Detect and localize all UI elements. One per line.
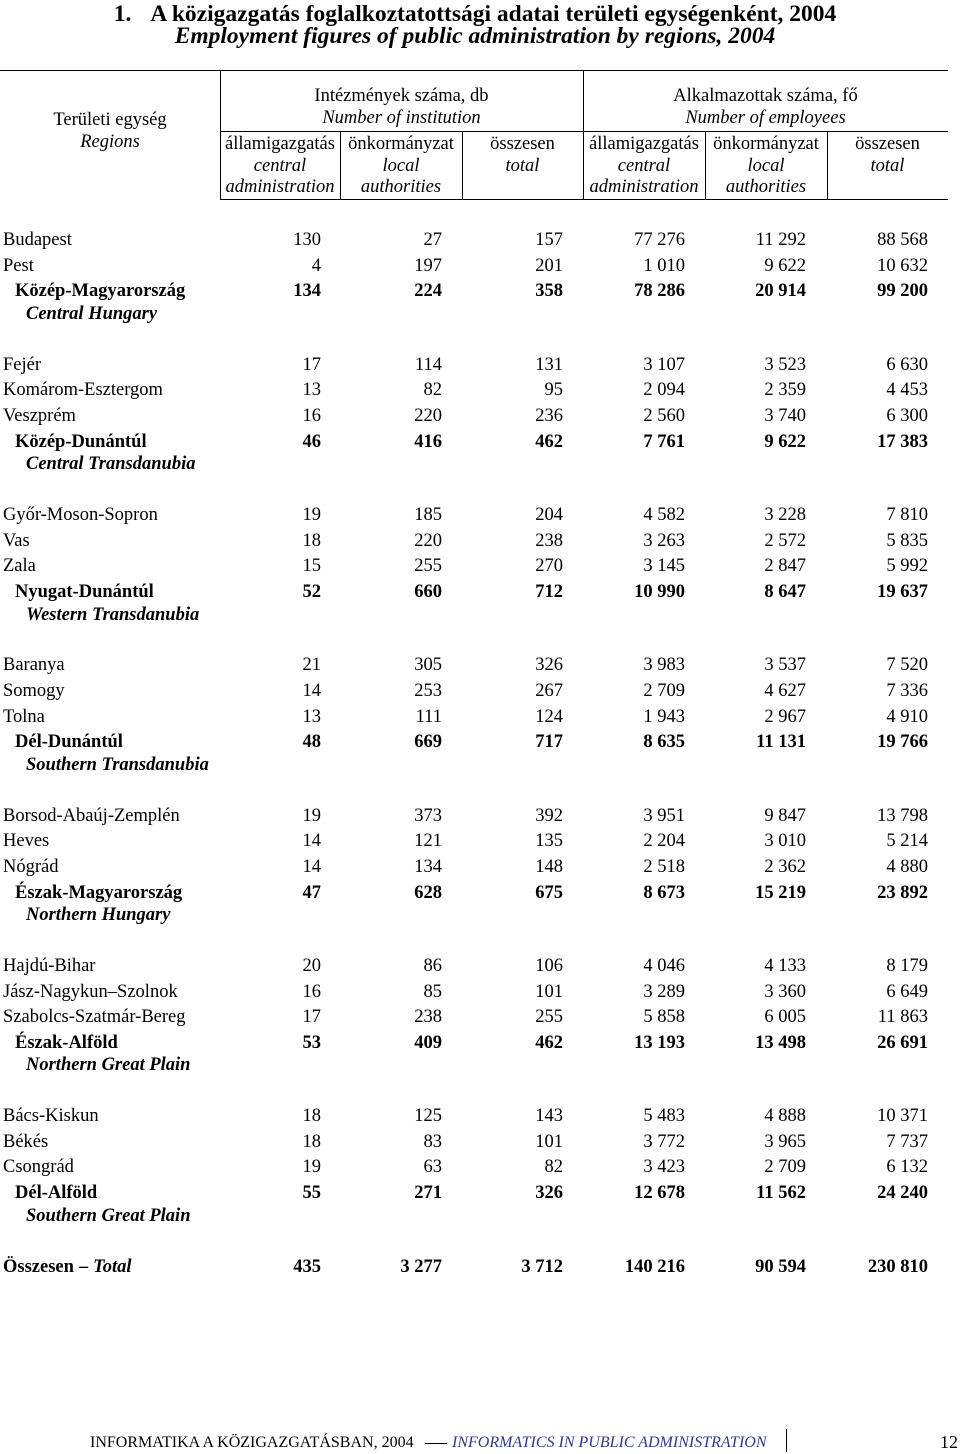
header-employees	[583, 86, 948, 129]
cell-institutions-total: 82	[544, 1157, 563, 1178]
cell-employees-central: 8 673	[643, 882, 685, 903]
cell-employees-local: 2 709	[764, 1157, 806, 1178]
subtotal-row	[0, 1181, 960, 1225]
cell-institutions-central: 13	[302, 706, 321, 727]
cell-employees-central: 5 858	[643, 1007, 685, 1028]
cell-employees-central: 1 010	[643, 255, 685, 276]
cell-employees-local: 20 914	[755, 281, 806, 302]
cell-employees-local: 2 362	[764, 856, 806, 877]
cell-institutions-local: 3 277	[400, 1256, 442, 1277]
page-number: 12	[940, 1432, 958, 1452]
table-row	[0, 980, 960, 1006]
cell-employees-local: 3 740	[764, 406, 806, 427]
cell-institutions-central: 13	[302, 380, 321, 401]
table-title-en: Employment figures of public administration by regions, 2004	[174, 23, 776, 49]
subtotal-row	[0, 430, 960, 474]
cell-institutions-total: 95	[544, 380, 563, 401]
county-name: Budapest	[3, 230, 72, 251]
cell-institutions-central: 19	[302, 805, 321, 826]
cell-employees-local: 3 228	[764, 505, 806, 526]
cell-employees-total: 13 798	[877, 805, 928, 826]
header-institutions-local	[340, 134, 462, 199]
cell-institutions-total: 675	[535, 882, 563, 903]
cell-institutions-total: 462	[535, 1032, 563, 1053]
region-name-en: Western Transdanubia	[26, 604, 200, 625]
cell-institutions-local: 220	[414, 406, 442, 427]
county-name: Borsod-Abaúj-Zemplén	[3, 805, 180, 826]
cell-institutions-total: 201	[535, 255, 563, 276]
cell-institutions-central: 17	[302, 1007, 321, 1028]
cell-institutions-central: 18	[302, 530, 321, 551]
cell-employees-total: 6 300	[886, 406, 928, 427]
cell-employees-local: 4 627	[764, 681, 806, 702]
cell-employees-local: 4 888	[764, 1106, 806, 1127]
table-title	[0, 3, 950, 25]
table-row	[0, 353, 960, 379]
table-row	[0, 679, 960, 705]
cell-employees-local: 3 523	[764, 354, 806, 375]
cell-institutions-central: 4	[311, 255, 321, 276]
cell-institutions-local: 86	[423, 956, 442, 976]
cell-employees-local: 15 219	[755, 882, 806, 903]
table-row	[0, 1104, 960, 1130]
region-name-en: Northern Great Plain	[26, 1055, 191, 1076]
cell-employees-total: 6 630	[886, 354, 928, 375]
table-row	[0, 404, 960, 430]
cell-institutions-central: 19	[302, 505, 321, 526]
table-row	[0, 529, 960, 555]
county-name: Fejér	[3, 354, 42, 375]
header-sub-en-1: local	[747, 155, 785, 176]
header-sub-en-1: central	[617, 155, 671, 176]
region-name-hu: Észak-Magyarország	[15, 882, 183, 903]
table-row	[0, 228, 960, 254]
cell-employees-local: 3 537	[764, 655, 806, 676]
cell-institutions-central: 14	[302, 831, 321, 852]
cell-institutions-total: 204	[535, 505, 563, 526]
cell-institutions-total: 717	[535, 732, 563, 753]
cell-institutions-local: 63	[423, 1157, 442, 1178]
header-employees-en: Number of employees	[685, 107, 846, 128]
cell-institutions-central: 435	[293, 1256, 321, 1277]
cell-institutions-central: 55	[302, 1183, 321, 1204]
cell-institutions-local: 253	[414, 681, 442, 702]
cell-institutions-local: 121	[414, 831, 442, 852]
cell-employees-local: 11 292	[755, 230, 806, 251]
header-sub-en-1: total	[870, 155, 905, 176]
subtotal-line	[0, 580, 960, 606]
cell-employees-central: 12 678	[634, 1183, 685, 1204]
cell-institutions-local: 111	[415, 706, 442, 727]
header-region-hu: Területi egység	[53, 110, 167, 130]
table-number: 1.	[113, 1, 132, 27]
header-employees-total	[827, 134, 948, 177]
cell-institutions-central: 16	[302, 406, 321, 427]
cell-employees-local: 2 572	[764, 530, 806, 551]
header-sub-hu: önkormányzat	[348, 134, 454, 154]
cell-employees-central: 3 951	[643, 805, 685, 826]
table-row	[0, 1130, 960, 1156]
table-row	[0, 1155, 960, 1181]
cell-employees-total: 7 336	[886, 681, 928, 702]
subtotal-line	[0, 279, 960, 305]
cell-employees-local: 4 133	[764, 956, 806, 976]
cell-employees-total: 10 632	[877, 255, 928, 276]
county-name: Békés	[3, 1131, 49, 1152]
region-name-en: Northern Hungary	[26, 905, 171, 926]
cell-institutions-central: 18	[302, 1106, 321, 1127]
region-group	[0, 503, 960, 624]
header-sub-hu: önkormányzat	[713, 134, 819, 154]
cell-institutions-total: 267	[535, 681, 563, 702]
cell-institutions-local: 409	[414, 1032, 442, 1053]
cell-institutions-total: 131	[535, 354, 563, 375]
subtotal-line	[0, 881, 960, 907]
cell-institutions-total: 135	[535, 831, 563, 852]
cell-employees-central: 3 263	[643, 530, 685, 551]
cell-employees-total: 99 200	[877, 281, 928, 302]
region-name-hu: Közép-Dunántúl	[15, 431, 147, 452]
table-row	[0, 804, 960, 830]
cell-employees-local: 3 965	[764, 1131, 806, 1152]
table-row	[0, 855, 960, 881]
county-name: Jász-Nagykun–Szolnok	[3, 981, 178, 1002]
cell-employees-central: 7 761	[643, 431, 685, 452]
header-top-rule	[0, 70, 948, 71]
cell-employees-total: 88 568	[877, 230, 928, 251]
cell-employees-total: 23 892	[877, 882, 928, 903]
cell-employees-local: 3 010	[764, 831, 806, 852]
cell-employees-total: 24 240	[877, 1183, 928, 1204]
cell-employees-total: 5 214	[886, 831, 928, 852]
cell-institutions-central: 21	[302, 655, 321, 676]
header-institutions-total	[462, 134, 583, 177]
footer-divider	[786, 1429, 787, 1452]
cell-institutions-local: 255	[414, 556, 442, 577]
region-name-hu: Nyugat-Dunántúl	[15, 581, 154, 602]
cell-employees-central: 78 286	[634, 281, 685, 302]
header-sub-hu: államigazgatás	[225, 134, 335, 154]
county-name: Somogy	[3, 681, 65, 702]
cell-employees-local: 13 498	[755, 1032, 806, 1053]
cell-institutions-total: 236	[535, 406, 563, 427]
cell-institutions-central: 19	[302, 1157, 321, 1178]
region-group	[0, 1104, 960, 1225]
region-group	[0, 653, 960, 774]
cell-employees-central: 5 483	[643, 1106, 685, 1127]
cell-institutions-central: 15	[302, 556, 321, 577]
cell-institutions-local: 27	[423, 230, 442, 251]
cell-institutions-total: 270	[535, 556, 563, 577]
subtotal-row	[0, 1031, 960, 1075]
table-row	[0, 954, 960, 980]
region-group	[0, 353, 960, 474]
cell-employees-total: 7 810	[886, 505, 928, 526]
cell-institutions-local: 416	[414, 431, 442, 452]
cell-institutions-total: 148	[535, 856, 563, 877]
cell-institutions-local: 85	[423, 981, 442, 1002]
region-name-hu: Dél-Dunántúl	[15, 732, 123, 753]
region-name-hu: Közép-Magyarország	[15, 281, 186, 302]
table-row	[0, 705, 960, 731]
cell-institutions-central: 130	[293, 230, 321, 251]
region-group	[0, 228, 960, 323]
cell-institutions-central: 46	[302, 431, 321, 452]
county-name: Nógrád	[3, 856, 59, 877]
total-label-en: Total	[93, 1256, 132, 1277]
subtotal-row	[0, 730, 960, 774]
footer-publication-hu: INFORMATIKA A KÖZIGAZGATÁSBAN, 2004	[90, 1434, 414, 1451]
cell-institutions-total: 392	[535, 805, 563, 826]
total-row	[0, 1255, 960, 1281]
cell-institutions-local: 669	[414, 732, 442, 753]
cell-employees-central: 3 983	[643, 655, 685, 676]
table-row	[0, 1005, 960, 1031]
cell-employees-total: 4 453	[886, 380, 928, 401]
cell-employees-central: 140 216	[624, 1256, 685, 1277]
cell-employees-total: 6 132	[886, 1157, 928, 1178]
footer-separator	[425, 1443, 447, 1444]
cell-employees-local: 11 562	[756, 1183, 806, 1204]
cell-employees-central: 2 204	[643, 831, 685, 852]
header-employees-central	[583, 134, 705, 199]
region-name-en: Central Hungary	[26, 303, 158, 324]
cell-institutions-central: 52	[302, 581, 321, 602]
table-row	[0, 378, 960, 404]
cell-institutions-central: 16	[302, 981, 321, 1002]
cell-institutions-local: 238	[414, 1007, 442, 1028]
header-institutions	[220, 86, 583, 129]
header-sub-hu: összesen	[490, 134, 555, 154]
cell-institutions-central: 53	[302, 1032, 321, 1053]
county-name: Tolna	[3, 706, 45, 727]
cell-employees-central: 3 145	[643, 556, 685, 577]
cell-employees-central: 4 582	[643, 505, 685, 526]
cell-employees-local: 11 131	[756, 732, 806, 753]
subtotal-line	[0, 1181, 960, 1207]
region-name-en: Southern Transdanubia	[26, 754, 209, 775]
cell-institutions-local: 628	[414, 882, 442, 903]
cell-employees-local: 2 967	[764, 706, 806, 727]
cell-institutions-total: 326	[535, 655, 563, 676]
cell-employees-central: 2 709	[643, 681, 685, 702]
county-name: Komárom-Esztergom	[3, 380, 163, 401]
table-body	[0, 228, 960, 1280]
subtotal-line	[0, 430, 960, 456]
cell-employees-total: 19 637	[877, 581, 928, 602]
cell-institutions-central: 134	[293, 281, 321, 302]
cell-institutions-total: 106	[535, 956, 563, 976]
cell-institutions-central: 48	[302, 732, 321, 753]
cell-employees-local: 2 359	[764, 380, 806, 401]
cell-employees-central: 13 193	[634, 1032, 685, 1053]
table-row	[0, 503, 960, 529]
cell-employees-total: 11 863	[877, 1007, 928, 1028]
header-sub-en-2: authorities	[725, 177, 807, 197]
county-name: Vas	[3, 530, 30, 551]
county-name: Hajdú-Bihar	[3, 956, 96, 976]
cell-institutions-central: 47	[302, 882, 321, 903]
county-name: Győr-Moson-Sopron	[3, 505, 158, 526]
county-name: Zala	[3, 556, 36, 577]
cell-institutions-local: 125	[414, 1106, 442, 1127]
cell-employees-total: 4 910	[886, 706, 928, 727]
cell-institutions-total: 358	[535, 281, 563, 302]
cell-institutions-local: 197	[414, 255, 442, 276]
cell-employees-local: 8 647	[764, 581, 806, 602]
cell-employees-central: 77 276	[634, 230, 685, 251]
cell-employees-total: 17 383	[877, 431, 928, 452]
cell-employees-central: 8 635	[643, 732, 685, 753]
subtotal-line	[0, 1031, 960, 1057]
cell-institutions-local: 83	[423, 1131, 442, 1152]
cell-employees-total: 19 766	[877, 732, 928, 753]
cell-employees-central: 3 107	[643, 354, 685, 375]
cell-employees-total: 5 835	[886, 530, 928, 551]
table-row	[0, 554, 960, 580]
header-sub-en-1: total	[505, 155, 540, 176]
cell-employees-central: 3 423	[643, 1157, 685, 1178]
cell-institutions-central: 18	[302, 1131, 321, 1152]
cell-employees-central: 2 094	[643, 380, 685, 401]
cell-employees-central: 1 943	[643, 706, 685, 727]
cell-institutions-central: 14	[302, 856, 321, 877]
table-row	[0, 829, 960, 855]
cell-employees-central: 2 560	[643, 406, 685, 427]
cell-employees-total: 8 179	[886, 956, 928, 976]
region-name-en: Southern Great Plain	[26, 1205, 191, 1226]
header-sub-en-2: administration	[589, 177, 699, 197]
cell-institutions-local: 82	[423, 380, 442, 401]
cell-institutions-total: 326	[535, 1183, 563, 1204]
cell-institutions-local: 220	[414, 530, 442, 551]
region-group	[0, 804, 960, 925]
header-employees-local	[705, 134, 827, 199]
cell-employees-total: 7 520	[886, 655, 928, 676]
cell-employees-total: 7 737	[886, 1131, 928, 1152]
cell-institutions-total: 101	[535, 1131, 563, 1152]
header-sub-en-1: local	[382, 155, 420, 176]
total-label	[3, 1255, 132, 1281]
region-name-hu: Észak-Alföld	[15, 1032, 118, 1053]
cell-institutions-total: 255	[535, 1007, 563, 1028]
cell-employees-total: 4 880	[886, 856, 928, 877]
region-name-hu: Dél-Alföld	[15, 1183, 98, 1204]
table-row	[0, 653, 960, 679]
cell-institutions-local: 224	[414, 281, 442, 302]
cell-employees-central: 4 046	[643, 956, 685, 976]
subtotal-row	[0, 881, 960, 925]
cell-employees-local: 6 005	[764, 1007, 806, 1028]
cell-institutions-total: 124	[535, 706, 563, 727]
cell-institutions-central: 14	[302, 681, 321, 702]
cell-institutions-local: 271	[414, 1183, 442, 1204]
subtotal-row	[0, 279, 960, 323]
header-sub-en-1: central	[253, 155, 307, 176]
county-name: Bács-Kiskun	[3, 1106, 99, 1127]
header-sub-hu: államigazgatás	[589, 134, 699, 154]
cell-institutions-local: 134	[414, 856, 442, 877]
subtotal-row	[0, 580, 960, 624]
header-sub-hu: összesen	[855, 134, 920, 154]
cell-institutions-total: 143	[535, 1106, 563, 1127]
cell-institutions-local: 305	[414, 655, 442, 676]
cell-institutions-local: 373	[414, 805, 442, 826]
cell-employees-local: 9 847	[764, 805, 806, 826]
cell-employees-central: 2 518	[643, 856, 685, 877]
total-label-hu: Összesen	[3, 1256, 74, 1277]
county-name: Pest	[3, 255, 34, 276]
county-name: Baranya	[3, 655, 65, 676]
header-institutions-central	[220, 134, 340, 199]
cell-institutions-total: 238	[535, 530, 563, 551]
header-institutions-hu: Intézmények száma, db	[314, 86, 489, 106]
cell-institutions-total: 157	[535, 230, 563, 251]
county-name: Veszprém	[3, 406, 76, 427]
cell-employees-local: 3 360	[764, 981, 806, 1002]
county-name: Csongrád	[3, 1157, 74, 1178]
cell-institutions-local: 660	[414, 581, 442, 602]
header-middle-rule	[220, 131, 948, 132]
region-name-en: Central Transdanubia	[26, 454, 196, 475]
cell-employees-local: 9 622	[764, 431, 806, 452]
header-sub-en-2: administration	[225, 177, 335, 197]
header-sub-en-2: authorities	[360, 177, 442, 197]
header-bottom-rule	[220, 199, 948, 200]
table-row	[0, 254, 960, 280]
cell-employees-local: 90 594	[755, 1256, 806, 1277]
cell-employees-total: 26 691	[877, 1032, 928, 1053]
cell-employees-central: 3 289	[643, 981, 685, 1002]
cell-employees-total: 6 649	[886, 981, 928, 1002]
cell-employees-total: 230 810	[867, 1256, 928, 1277]
cell-employees-total: 5 992	[886, 556, 928, 577]
cell-institutions-local: 114	[414, 354, 442, 375]
header-region	[0, 110, 220, 153]
total-label-separator: –	[78, 1256, 89, 1277]
cell-institutions-total: 101	[535, 981, 563, 1002]
county-name: Szabolcs-Szatmár-Bereg	[3, 1007, 186, 1028]
cell-employees-total: 10 371	[877, 1106, 928, 1127]
cell-institutions-central: 17	[302, 354, 321, 375]
cell-employees-local: 2 847	[764, 556, 806, 577]
cell-employees-local: 9 622	[764, 255, 806, 276]
table-title-hu: A közigazgatás foglalkoztatottsági adatai területi egységenként, 2004	[150, 1, 837, 27]
cell-employees-central: 3 772	[643, 1131, 685, 1152]
region-group	[0, 954, 960, 1075]
cell-institutions-central: 20	[302, 956, 321, 976]
subtotal-line	[0, 730, 960, 756]
cell-institutions-local: 185	[414, 505, 442, 526]
cell-institutions-total: 3 712	[521, 1256, 563, 1277]
cell-employees-central: 10 990	[634, 581, 685, 602]
header-employees-hu: Alkalmazottak száma, fő	[673, 86, 858, 106]
footer-publication-en: INFORMATICS IN PUBLIC ADMINISTRATION	[452, 1434, 767, 1451]
header-region-en: Regions	[80, 131, 140, 152]
cell-institutions-total: 712	[535, 581, 563, 602]
cell-institutions-total: 462	[535, 431, 563, 452]
header-institutions-en: Number of institution	[322, 107, 481, 128]
county-name: Heves	[3, 831, 50, 852]
